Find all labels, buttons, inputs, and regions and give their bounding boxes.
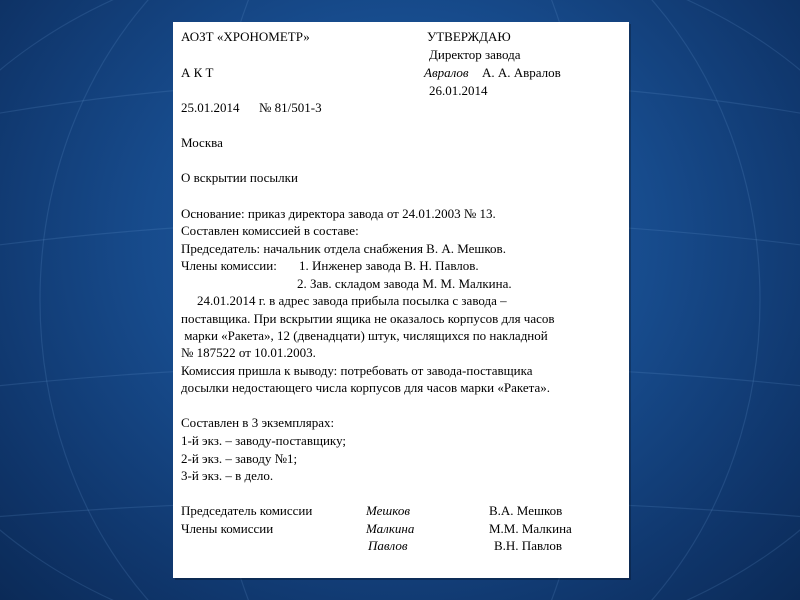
copy-3: 3-й экз. – в дело.: [181, 468, 274, 483]
chair-label: Председатель комиссии: [181, 503, 313, 518]
director-title: Директор завода: [429, 47, 521, 62]
paragraph-1-line-4: № 187522 от 10.01.2003.: [181, 345, 316, 360]
document-date-number: 25.01.2014 № 81/501-3: [181, 100, 322, 115]
paragraph-2-line-2: досылки недостающего числа корпусов для часов марки «Ракета».: [181, 380, 550, 395]
approve-date: 26.01.2014: [429, 83, 488, 98]
director-signature: Авралов: [424, 65, 469, 80]
org-name: АОЗТ «ХРОНОМЕТР»: [181, 29, 310, 44]
copy-2: 2-й экз. – заводу №1;: [181, 451, 298, 466]
copy-1: 1-й экз. – заводу-поставщику;: [181, 433, 347, 448]
chair-name: В.А. Мешков: [489, 503, 563, 518]
member-1: 1. Инженер завода В. Н. Павлов.: [299, 258, 479, 273]
paragraph-1-line-1: 24.01.2014 г. в адрес завода прибыла посылка с завода –: [197, 293, 507, 308]
member-2-signature: Павлов: [368, 538, 408, 553]
members-label: Члены комиссии:: [181, 258, 277, 273]
basis-line: Основание: приказ директора завода от 24.01.2003 № 13.: [181, 206, 496, 221]
document-page: [173, 22, 629, 578]
member-2: 2. Зав. складом завода М. М. Малкина.: [297, 276, 512, 291]
document-type: А К Т: [181, 65, 214, 80]
director-name: А. А. Авралов: [482, 65, 561, 80]
paragraph-1-line-2: поставщика. При вскрытии ящика не оказалось корпусов для часов: [181, 311, 555, 326]
copies-title: Составлен в 3 экземплярах:: [181, 415, 335, 430]
members-sign-label: Члены комиссии: [181, 521, 274, 536]
chairman-line: Председатель: начальник отдела снабжения В. А. Мешков.: [181, 241, 506, 256]
chair-signature: Мешков: [366, 503, 410, 518]
document-title: О вскрытии посылки: [181, 170, 298, 185]
member-2-name: В.Н. Павлов: [494, 538, 563, 553]
paragraph-1-line-3: марки «Ракета», 12 (двенадцати) штук, числящихся по накладной: [181, 328, 548, 343]
composed-line: Составлен комиссией в составе:: [181, 223, 359, 238]
member-1-name: М.М. Малкина: [489, 521, 572, 536]
member-1-signature: Малкина: [366, 521, 415, 536]
city: Москва: [181, 135, 223, 150]
approve-stamp: УТВЕРЖДАЮ: [427, 29, 511, 44]
paragraph-2-line-1: Комиссия пришла к выводу: потребовать от завода-поставщика: [181, 363, 533, 378]
